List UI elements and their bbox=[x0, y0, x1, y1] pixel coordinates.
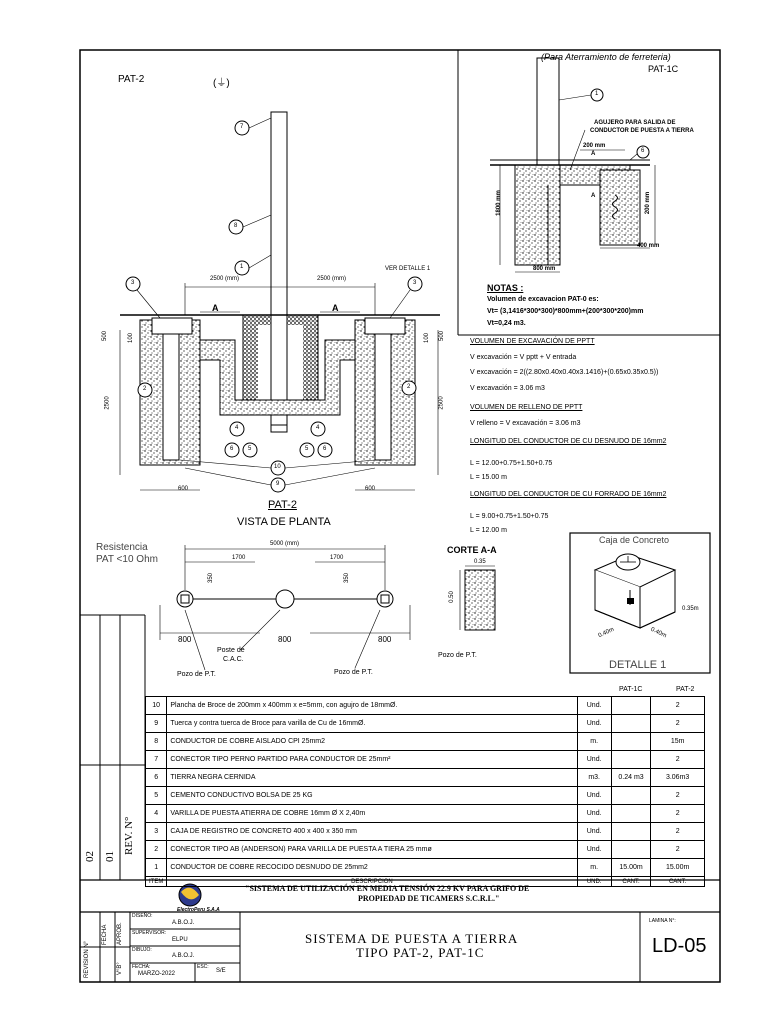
callout-1: 1 bbox=[240, 264, 244, 270]
bom-hdr-pat2: PAT-2 bbox=[676, 686, 695, 693]
callout-1-pat1c: 1 bbox=[595, 91, 599, 97]
callout-4-right: 4 bbox=[316, 425, 320, 431]
bom-cell-pat1c bbox=[611, 841, 650, 859]
bom-cell-und: Und. bbox=[577, 787, 611, 805]
bom-row bbox=[146, 787, 705, 805]
bom-cell-desc: CEMENTO CONDUCTIVO BOLSA DE 25 KG bbox=[167, 787, 577, 805]
bom-cell-pat1c bbox=[611, 787, 650, 805]
dim-2500r: 2500 bbox=[438, 396, 445, 410]
esc-value: S/E bbox=[216, 968, 226, 974]
rev-02: 02 bbox=[84, 851, 96, 862]
bom-cell-pat1c: 0.24 m3 bbox=[611, 769, 650, 787]
bom-cell-desc: CONDUCTOR DE COBRE RECOCIDO DESNUDO DE 25mm2 bbox=[167, 859, 577, 877]
bom-cell-pat1c bbox=[611, 715, 650, 733]
sec-a-left: A bbox=[212, 303, 219, 313]
dim-2500-right: 2500 (mm) bbox=[317, 276, 347, 282]
bom-row bbox=[146, 823, 705, 841]
dim-800-b: 800 bbox=[278, 635, 292, 644]
calc-h3: LONGITUD DEL CONDUCTOR DE CU DESNUDO DE 16mm2 bbox=[470, 438, 667, 445]
dim-800: 800 mm bbox=[533, 266, 556, 272]
diseno-label: DISEÑO: bbox=[132, 913, 153, 919]
detalle-drawing bbox=[570, 533, 710, 673]
bom-cell-pat2: 3.06m3 bbox=[651, 769, 705, 787]
project-line-2: PROPIEDAD DE TICAMERS S.C.R.L." bbox=[358, 894, 500, 903]
bom-cell-item: 10 bbox=[146, 697, 167, 715]
bom-cell-item: 6 bbox=[146, 769, 167, 787]
bom-hdr-pat1c: PAT-1C bbox=[619, 686, 643, 693]
bom-cell-desc: TIERRA NEGRA CERNIDA bbox=[167, 769, 577, 787]
bom-cell-item: 8 bbox=[146, 733, 167, 751]
supervisor-label: SUPERVISOR: bbox=[132, 930, 167, 936]
calc-h1: VOLUMEN DE EXCAVACIÓN DE PPTT bbox=[470, 338, 595, 345]
dibujo-label: DIBUJO: bbox=[132, 947, 152, 953]
dim-1800b: 200 mm bbox=[645, 191, 652, 215]
bom-cell-pat2: 2 bbox=[651, 805, 705, 823]
dim-800-a: 800 bbox=[178, 635, 192, 644]
ground-symbol: (⏚) bbox=[213, 78, 230, 89]
bom-cell-item: 4 bbox=[146, 805, 167, 823]
dim-1700-left: 1700 bbox=[232, 555, 246, 561]
drawing-title-2: TIPO PAT-2, PAT-1C bbox=[356, 945, 485, 960]
bom-row bbox=[146, 733, 705, 751]
aprob-label: APROB. bbox=[117, 922, 123, 945]
bom-cell-pat1c: 15.00m bbox=[611, 859, 650, 877]
pat1c-title: PAT-1C bbox=[648, 64, 679, 74]
fecha-label: FECHA bbox=[102, 924, 108, 945]
lamina-label: LAMINA N°: bbox=[649, 918, 676, 924]
dim-400: 400 mm bbox=[637, 243, 660, 249]
corte-section bbox=[465, 570, 495, 630]
bom-cell-pat2: 2 bbox=[651, 787, 705, 805]
callout-9: 9 bbox=[276, 481, 280, 487]
bom-cell-item: 9 bbox=[146, 715, 167, 733]
dibujo-value: A.B.O.J. bbox=[172, 953, 195, 959]
dim-350-left: 350 bbox=[208, 572, 215, 584]
bom-cell-pat1c bbox=[611, 733, 650, 751]
bom-foot-cant1: CANT. bbox=[611, 877, 650, 887]
bom-cell-item: 5 bbox=[146, 787, 167, 805]
dim-500-left: 500 bbox=[102, 330, 109, 342]
calc-l5: L = 12.00+0.75+1.50+0.75 bbox=[470, 460, 553, 467]
bom-cell-und: Und. bbox=[577, 697, 611, 715]
sec-a2: A bbox=[591, 193, 596, 199]
bom-cell-desc: Plancha de Broce de 200mm x 400mm x e=5mm, con agujro de 18mmØ. bbox=[167, 697, 577, 715]
detalle-label: DETALLE 1 bbox=[609, 659, 667, 671]
bom-cell-pat2: 2 bbox=[651, 697, 705, 715]
notes-line-1: Volumen de excavacion PAT-0 es: bbox=[487, 296, 599, 303]
bom-cell-und: Und. bbox=[577, 841, 611, 859]
dim-5000: 5000 (mm) bbox=[270, 541, 300, 547]
dim-200: 200 mm bbox=[583, 143, 606, 149]
pat2-title: PAT-2 bbox=[118, 74, 145, 85]
bom-cell-desc: CAJA DE REGISTRO DE CONCRETO 400 x 400 x 350 mm bbox=[167, 823, 577, 841]
detalle-dim-c: 0.35m bbox=[682, 606, 699, 612]
pat1c-caption: (Para Aterramiento de ferreteria) bbox=[541, 52, 671, 62]
dim-600-right: 600 bbox=[365, 486, 376, 492]
vb-label: V°B° bbox=[117, 962, 123, 975]
dim-1700-right: 1700 bbox=[330, 555, 344, 561]
poste-label-2: C.A.C. bbox=[223, 656, 244, 663]
bom-cell-und: m. bbox=[577, 859, 611, 877]
project-line-1: "SISTEMA DE UTILIZACIÓN EN MEDIA TENSIÓN 22.9 KV PARA GRIFO DE bbox=[245, 884, 530, 893]
notes-line-3: Vt=0,24 m3. bbox=[487, 320, 526, 327]
corte-dim-035: 0.35 bbox=[474, 559, 486, 565]
fecha-field-label: FECHA: bbox=[132, 964, 151, 970]
hole-label-2: CONDUCTOR DE PUESTA A TIERRA bbox=[590, 128, 694, 134]
drawing-title-1: SISTEMA DE PUESTA A TIERRA bbox=[305, 931, 519, 946]
bom-cell-pat2: 2 bbox=[651, 751, 705, 769]
bom-cell-desc: CONECTOR TIPO PERNO PARTIDO PARA CONDUCTOR DE 25mm² bbox=[167, 751, 577, 769]
dim-350-right: 350 bbox=[344, 572, 351, 584]
bom-foot-und: UND. bbox=[577, 877, 611, 887]
callout-6-pat1c: 6 bbox=[641, 148, 645, 154]
detalle-title: Caja de Concreto bbox=[599, 535, 670, 545]
calc-l2: V excavación = 2((2.80x0.40x0.40x3.1416)+(0.65x0.35x0.5)) bbox=[470, 369, 659, 376]
bom-row bbox=[146, 715, 705, 733]
calc-l7: L = 9.00+0.75+1.50+0.75 bbox=[470, 513, 549, 520]
hole-label: AGUJERO PARA SALIDA DE bbox=[594, 120, 676, 126]
diseno-value: A.B.O.J. bbox=[172, 920, 195, 926]
bom-cell-und: Und. bbox=[577, 715, 611, 733]
bom-cell-pat1c bbox=[611, 751, 650, 769]
bom-foot-desc: DESCRIPCION bbox=[167, 877, 577, 887]
bom-foot-item: ITEM bbox=[146, 877, 167, 887]
detalle-dim-a: 0.40m bbox=[597, 626, 616, 640]
notes-title: NOTAS : bbox=[487, 283, 524, 293]
bom-cell-und: m. bbox=[577, 733, 611, 751]
calc-l1: V excavación = V pptt + V entrada bbox=[470, 354, 577, 361]
revision-no-label: REVISION N° bbox=[84, 940, 90, 978]
bom-row bbox=[146, 751, 705, 769]
callout-3-right: 3 bbox=[413, 280, 417, 286]
callout-6-left: 6 bbox=[230, 446, 234, 452]
bom-cell-item: 7 bbox=[146, 751, 167, 769]
bom-cell-item: 1 bbox=[146, 859, 167, 877]
bom-cell-pat1c bbox=[611, 805, 650, 823]
bom-cell-und: Und. bbox=[577, 805, 611, 823]
callout-4-left: 4 bbox=[235, 425, 239, 431]
pozo-label-1: Pozo de P.T. bbox=[177, 671, 216, 678]
supervisor-value: ELPU bbox=[172, 937, 188, 943]
dim-100-left: 100 bbox=[128, 332, 135, 344]
fecha-value: MARZO-2022 bbox=[138, 971, 176, 977]
callout-2-left: 2 bbox=[143, 386, 147, 392]
callout-5-left: 5 bbox=[248, 446, 252, 452]
company-name: ElectroPeru S.A.A bbox=[177, 907, 220, 913]
dim-2500-left: 2500 (mm) bbox=[210, 276, 240, 282]
callout-10: 10 bbox=[274, 464, 281, 470]
resistance-label: Resistencia bbox=[96, 542, 148, 553]
bom-table bbox=[145, 696, 705, 887]
bom-cell-und: Und. bbox=[577, 823, 611, 841]
calc-h4: LONGITUD DEL CONDUCTOR DE CU FORRADO DE 16mm2 bbox=[470, 491, 667, 498]
bom-cell-pat2: 15.00m bbox=[651, 859, 705, 877]
dim-600-left: 600 bbox=[178, 486, 189, 492]
bom-cell-pat2: 2 bbox=[651, 841, 705, 859]
callout-8: 8 bbox=[234, 223, 238, 229]
dim-1800: 1800 mm bbox=[495, 190, 502, 216]
bom-cell-desc: CONECTOR TIPO AB (ANDERSON) PARA VARILLA DE PUESTA A TIERA 25 mmø bbox=[167, 841, 577, 859]
calc-l3: V excavación = 3.06 m3 bbox=[470, 385, 545, 392]
bom-row bbox=[146, 841, 705, 859]
detalle-dim-b: 0.40m bbox=[649, 626, 668, 640]
dim-800-c: 800 bbox=[378, 635, 392, 644]
bom-cell-pat1c bbox=[611, 823, 650, 841]
corte-title: CORTE A-A bbox=[447, 545, 497, 555]
rev-no-label: REV. N° bbox=[123, 816, 135, 855]
sec-a-right: A bbox=[332, 303, 339, 313]
dim-100-right: 100 bbox=[424, 332, 431, 344]
poste-label: Poste de bbox=[217, 647, 245, 654]
pat2-drawing bbox=[120, 112, 440, 492]
bom-cell-pat1c bbox=[611, 697, 650, 715]
bom-cell-und: Und. bbox=[577, 751, 611, 769]
bom-cell-pat2: 2 bbox=[651, 823, 705, 841]
bom-row bbox=[146, 769, 705, 787]
bom-row bbox=[146, 697, 705, 715]
callout-6-right: 6 bbox=[323, 446, 327, 452]
dim-500-right: 500 bbox=[439, 330, 446, 342]
bom-cell-desc: VARILLA DE PUESTA ATIERRA DE COBRE 16mm Ø X 2,40m bbox=[167, 805, 577, 823]
esc-label: ESC: bbox=[197, 964, 209, 970]
rev-01: 01 bbox=[104, 851, 116, 862]
resistance-value: PAT <10 Ohm bbox=[96, 554, 158, 565]
dim-2500l: 2500 bbox=[104, 396, 111, 410]
bom-cell-item: 3 bbox=[146, 823, 167, 841]
bom-row bbox=[146, 859, 705, 877]
calc-l4: V relleno = V excavación = 3.06 m3 bbox=[470, 420, 581, 427]
bom-cell-pat2: 15m bbox=[651, 733, 705, 751]
corte-dim-050: 0.50 bbox=[448, 591, 455, 603]
notes-line-2: Vt= (3,1416*300*300)*800mm+(200*300*200)mm bbox=[487, 308, 644, 315]
bom-cell-item: 2 bbox=[146, 841, 167, 859]
vista-planta: VISTA DE PLANTA bbox=[237, 516, 331, 528]
pozo-label-3: Pozo de P.T. bbox=[438, 652, 477, 659]
sec-a1: A bbox=[591, 151, 596, 157]
calc-h2: VOLUMEN DE RELLENO DE PPTT bbox=[470, 404, 583, 411]
calc-l6: L = 15.00 m bbox=[470, 474, 507, 481]
bom-cell-und: m3. bbox=[577, 769, 611, 787]
bom-cell-pat2: 2 bbox=[651, 715, 705, 733]
pat2-subtitle: PAT-2 bbox=[268, 499, 297, 511]
bom-row bbox=[146, 805, 705, 823]
bom-foot-cant2: CANT. bbox=[651, 877, 705, 887]
callout-5-right: 5 bbox=[305, 446, 309, 452]
bom-cell-desc: Tuerca y contra tuerca de Broce para varilla de Cu de 16mmØ. bbox=[167, 715, 577, 733]
ver-detalle: VER DETALLE 1 bbox=[385, 266, 431, 272]
pozo-label-2: Pozo de P.T. bbox=[334, 669, 373, 676]
lamina-value: LD-05 bbox=[652, 935, 707, 957]
pat1c-drawing bbox=[490, 58, 655, 272]
callout-3-left: 3 bbox=[131, 280, 135, 286]
callout-7: 7 bbox=[240, 124, 244, 130]
plan-drawing bbox=[160, 545, 410, 670]
calc-l8: L = 12.00 m bbox=[470, 527, 507, 534]
bom-cell-desc: CONDUCTOR DE COBRE AISLADO CPI 25mm2 bbox=[167, 733, 577, 751]
callout-2-right: 2 bbox=[407, 384, 411, 390]
